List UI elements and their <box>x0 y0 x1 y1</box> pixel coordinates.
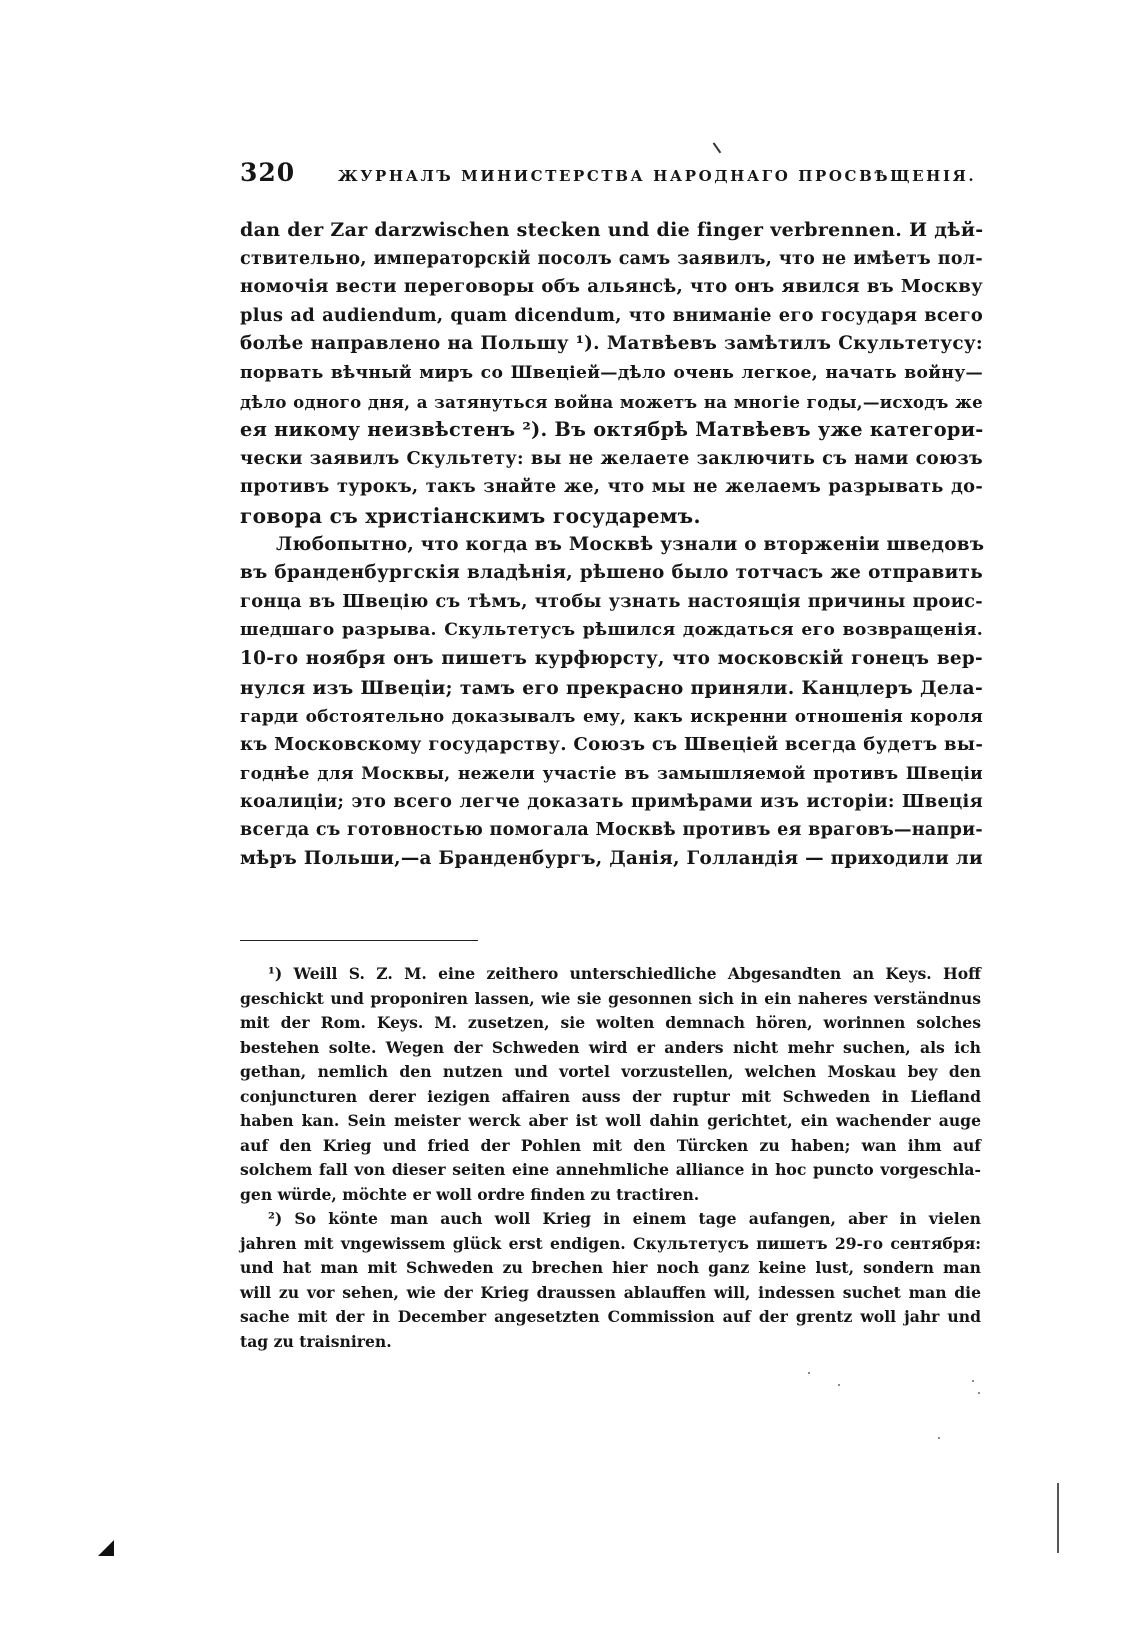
footnote-line: haben kan. Sein meister werck aber ist woll dahin gerichtet, ein wachender auge <box>240 1111 981 1130</box>
text-line: dan der Zar darzwischen stecken und die finger verbrennen. И дѣй- <box>240 219 984 241</box>
scan-edge-line <box>1057 1483 1059 1553</box>
text-line: коалиціи; это всего легче доказать примѣрами изъ исторіи: Швеція <box>240 790 983 812</box>
text-line: порвать вѣчный миръ со Швеціей—дѣло очень легкое, начать войну— <box>240 362 983 383</box>
text-line: Любопытно, что когда въ Москвѣ узнали о вторженіи шведовъ <box>276 533 985 555</box>
running-title: ЖУРНАЛЪ МИНИСТЕРСТВА НАРОДНАГО ПРОСВѢЩЕНІЯ. <box>338 167 977 185</box>
scan-speck <box>938 1437 940 1439</box>
text-line: гарди обстоятельно доказывалъ ему, какъ искренни отношенія короля <box>240 706 983 727</box>
corner-triangle-mark <box>98 1540 114 1556</box>
footnotes <box>240 962 981 1354</box>
scan-speck <box>972 1380 974 1382</box>
text-line: всегда съ готовностью помогала Москвѣ противъ ея враговъ—напри- <box>240 820 983 841</box>
text-line: 10-го ноября онъ пишетъ курфюрсту, что московскій гонецъ вер- <box>240 647 983 669</box>
footnote-line: und hat man mit Schweden zu brechen hier noch ganz keine lust, sondern man <box>240 1258 981 1277</box>
footnote-line: will zu vor sehen, wie der Krieg draussen ablauffen will, indessen suchet man die <box>240 1282 981 1302</box>
footnote-divider <box>240 940 478 941</box>
text-line: ствительно, императорскій посолъ самъ заявилъ, что не имѣетъ пол- <box>240 248 983 269</box>
page-number: 320 <box>240 158 296 187</box>
footnote-line: mit der Rom. Keys. M. zusetzen, sie wolten demnach hören, worinnen solches <box>240 1013 981 1032</box>
scan-mark <box>713 143 721 154</box>
text-line: болѣе направлено на Польшу ¹). Матвѣевъ замѣтилъ Скультетусу: <box>240 333 983 355</box>
footnote-line: sache mit der in December angesetzten Commission auf der grentz woll jahr und <box>240 1307 981 1326</box>
text-line: говора съ христіанскимъ государемъ. <box>240 503 701 528</box>
text-line: нулся изъ Швеціи; тамъ его прекрасно приняли. Канцлеръ Дела- <box>240 676 983 699</box>
text-line: гонца въ Швецію съ тѣмъ, чтобы узнать настоящія причины проис- <box>240 590 983 612</box>
main-text <box>240 216 983 874</box>
footnote-line: jahren mit vngewissem glück erst endigen. Скультетусъ пишетъ 29-го сентября: <box>240 1233 981 1253</box>
text-line: въ бранденбургскія владѣнія, рѣшено было тотчасъ же отправить <box>240 562 983 584</box>
scan-speck <box>978 1392 980 1394</box>
text-line: ея никому неизвѣстенъ ²). Въ октябрѣ Матвѣевъ уже категори- <box>240 418 984 442</box>
page-header <box>240 158 980 187</box>
footnote-line: tag zu traisniren. <box>240 1331 392 1351</box>
footnote-line: ²) So könte man auch woll Krieg in einem tage aufangen, aber in vielen <box>268 1209 981 1228</box>
footnote-line: auf den Krieg und fried der Pohlen mit den Türcken zu haben; wan ihm auf <box>240 1135 981 1155</box>
text-line: чески заявилъ Скультету: вы не желаете заключить съ нами союзъ <box>240 447 983 469</box>
text-line: plus ad audiendum, quam dicendum, что вниманіе его государя всего <box>240 304 983 326</box>
text-line: противъ турокъ, такъ знайте же, что мы не желаемъ разрывать до- <box>240 476 983 498</box>
text-line: дѣло одного дня, а затянуться война можетъ на многіе годы,—исходъ же <box>240 391 983 412</box>
text-line: мѣръ Польши,—а Бранденбургъ, Данія, Голландія — приходили ли <box>240 848 983 870</box>
text-line: номочія вести переговоры объ альянсѣ, что онъ явился въ Москву <box>240 276 983 298</box>
footnote-line: gethan, nemlich den nutzen und vortel vorzustellen, welchen Moskau bey den <box>240 1062 981 1081</box>
footnote-line: gen würde, möchte er woll ordre finden zu tractiren. <box>240 1184 700 1204</box>
scan-speck <box>838 1384 840 1386</box>
footnote-line: bestehen solte. Wegen der Schweden wird er anders nicht mehr suchen, als ich <box>240 1037 981 1057</box>
text-line: шедшаго разрыва. Скультетусъ рѣшился дождаться его возвращенія. <box>240 620 983 641</box>
footnote-line: conjuncturen derer iezigen affairen auss der ruptur mit Schweden in Liefland <box>240 1086 981 1106</box>
footnote-line: geschickt und proponiren lassen, wie sie gesonnen sich in ein naheres verständnus <box>240 988 981 1008</box>
footnote-line: solchem fall von dieser seiten eine annehmliche alliance in hoc puncto vorgeschla- <box>240 1160 981 1179</box>
scan-speck <box>808 1372 810 1374</box>
text-line: годнѣе для Москвы, нежели участіе въ замышляемой противъ Швеціи <box>240 763 983 784</box>
footnote-line: ¹) Weill S. Z. M. eine zeithero unterschiedliche Abgesandten an Keys. Hoff <box>268 964 981 983</box>
text-line: къ Московскому государству. Союзъ съ Швеціей всегда будетъ вы- <box>240 733 984 755</box>
